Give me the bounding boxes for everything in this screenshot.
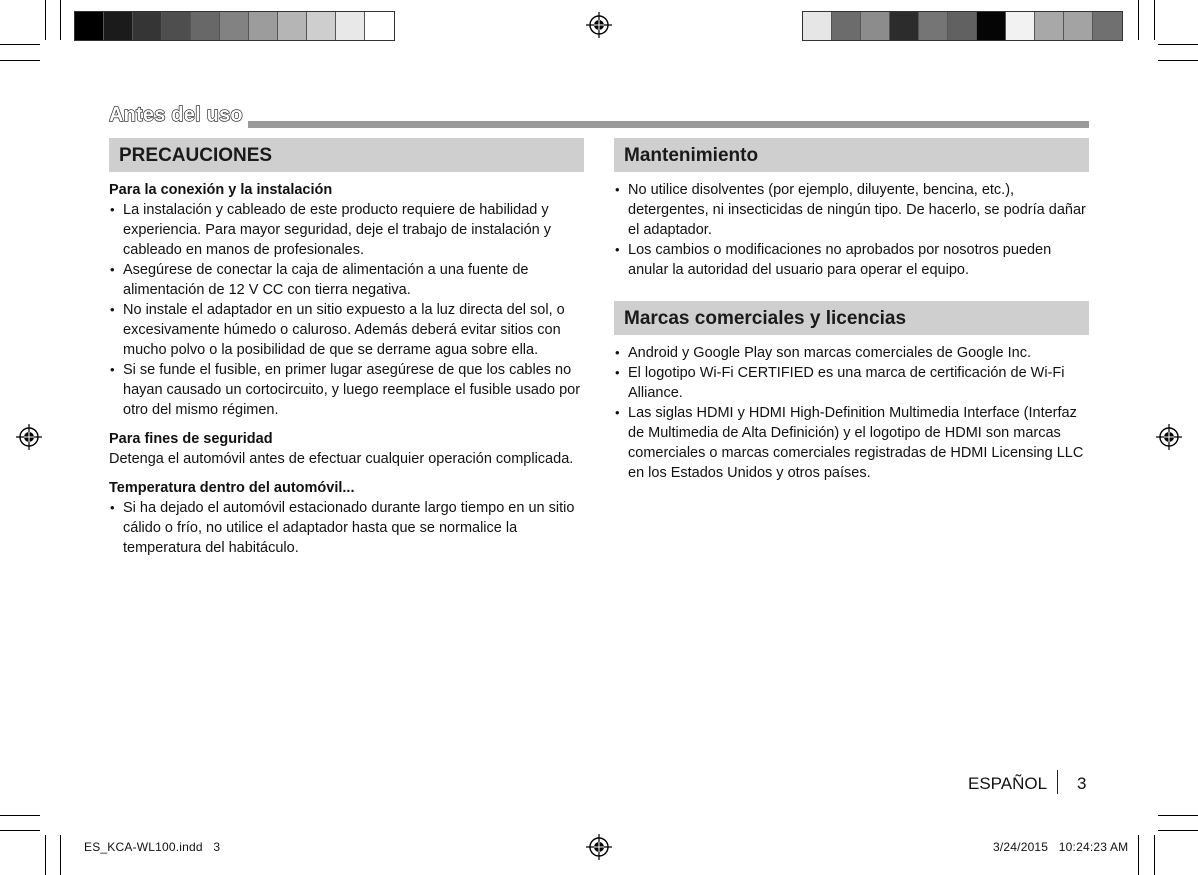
registration-mark-icon [1156, 424, 1182, 450]
slug-timestamp: 3/24/2015 10:24:23 AM [993, 840, 1129, 854]
registration-mark-icon [586, 12, 612, 38]
precauciones-header: PRECAUCIONES [109, 138, 584, 172]
color-swatch [249, 12, 278, 40]
list-item: • Las siglas HDMI y HDMI High-Definition Multimedia Interface (Interfaz de Multimedia de Alta Definición) y el logotipo de HDMI son marcas comerciales o marcas comerciales registradas de HDMI Licensing LLC en los Estados Unidos y otros países. [614, 403, 1089, 483]
crop-mark [1158, 44, 1198, 45]
list-item: • La instalación y cableado de este producto requiere de habilidad y experiencia. Para mayor seguridad, deje el trabajo de instalación y cableado en manos de profesionales. [109, 200, 584, 260]
color-swatch [1035, 12, 1064, 40]
page-title: Antes del uso [109, 104, 243, 126]
color-swatch [133, 12, 162, 40]
crop-mark [0, 44, 40, 45]
precauciones-section [109, 138, 584, 558]
color-swatch [278, 12, 307, 40]
color-swatch [803, 12, 832, 40]
mantenimiento-header: Mantenimiento [614, 138, 1089, 172]
language-label: ESPAÑOL [968, 774, 1048, 793]
crop-mark [1154, 0, 1155, 40]
color-swatch [220, 12, 249, 40]
crop-mark [45, 835, 46, 875]
color-swatch [365, 12, 394, 40]
color-swatch [336, 12, 365, 40]
color-swatch [1064, 12, 1093, 40]
crop-mark [45, 0, 46, 40]
marcas-header: Marcas comerciales y licencias [614, 301, 1089, 335]
right-column [614, 138, 1089, 483]
color-swatch [890, 12, 919, 40]
heading-rule [248, 121, 1089, 128]
marcas-list [614, 343, 1089, 483]
color-swatch [948, 12, 977, 40]
page-number: 3 [1077, 774, 1087, 793]
color-swatch [861, 12, 890, 40]
crop-mark [1138, 835, 1139, 875]
color-swatch [1006, 12, 1035, 40]
slug-file-name: ES_KCA-WL100.indd 3 [84, 840, 221, 854]
crop-mark [1138, 0, 1139, 40]
crop-mark [0, 815, 40, 816]
list-item: • No utilice disolventes (por ejemplo, diluyente, bencina, etc.), detergentes, ni insecticidas de ningún tipo. De hacerlo, se podría dañar el adaptador. [614, 180, 1089, 240]
seguridad-text: Detenga el automóvil antes de efectuar cualquier operación complicada. [109, 451, 574, 467]
color-swatch [1093, 12, 1122, 40]
seguridad-subtitle: Para fines de seguridad [109, 431, 273, 447]
crop-mark [1158, 60, 1198, 61]
list-item: • Si ha dejado el automóvil estacionado durante largo tiempo en un sitio cálido o frío, no utilice el adaptador hasta que se normalice la temperatura del habitáculo. [109, 498, 584, 558]
color-swatch [307, 12, 336, 40]
color-control-bar [802, 11, 1123, 41]
list-item: • Los cambios o modificaciones no aprobados por nosotros pueden anular la autoridad del usuario para operar el equipo. [614, 240, 1089, 280]
crop-mark [60, 0, 61, 40]
temperatura-subtitle: Temperatura dentro del automóvil... [109, 480, 355, 496]
crop-mark [0, 830, 40, 831]
conexion-list [109, 200, 584, 420]
list-item: • Si se funde el fusible, en primer lugar asegúrese de que los cables no hayan causado un cortocircuito, y luego reemplace el fusible usado por otro del mismo régimen. [109, 360, 584, 420]
color-swatch [191, 12, 220, 40]
crop-mark [1154, 835, 1155, 875]
mantenimiento-list [614, 180, 1089, 280]
crop-mark [1158, 830, 1198, 831]
list-item: • Asegúrese de conectar la caja de alimentación a una fuente de alimentación de 12 V CC con tierra negativa. [109, 260, 584, 300]
temperatura-list [109, 498, 584, 558]
color-swatch [104, 12, 133, 40]
crop-mark [1158, 815, 1198, 816]
color-swatch [919, 12, 948, 40]
color-swatch [75, 12, 104, 40]
conexion-subtitle: Para la conexión y la instalación [109, 182, 333, 198]
list-item: • Android y Google Play son marcas comerciales de Google Inc. [614, 343, 1089, 363]
crop-mark [60, 835, 61, 875]
list-item: • El logotipo Wi-Fi CERTIFIED es una marca de certificación de Wi-Fi Alliance. [614, 363, 1089, 403]
crop-mark [0, 60, 40, 61]
registration-mark-icon [16, 424, 42, 450]
color-swatch [162, 12, 191, 40]
color-swatch [977, 12, 1006, 40]
list-item: • No instale el adaptador en un sitio expuesto a la luz directa del sol, o excesivamente húmedo o caluroso. Además deberá evitar sitios con mucho polvo o la posibilidad de que se derrame agua sobre ella. [109, 300, 584, 360]
footer-divider [1057, 770, 1058, 794]
registration-mark-icon [586, 834, 612, 860]
color-swatch [832, 12, 861, 40]
grayscale-color-bar [74, 11, 395, 41]
